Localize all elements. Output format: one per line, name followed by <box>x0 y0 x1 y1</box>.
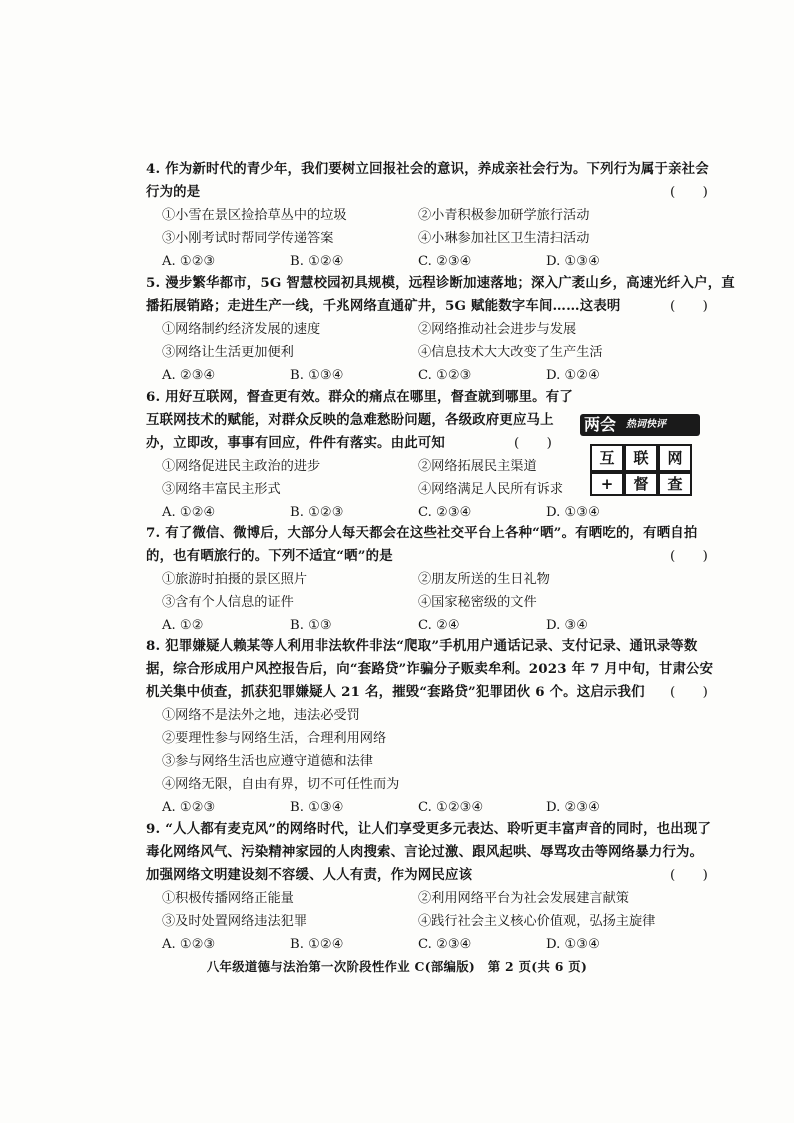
answer-choice-b: B. ①②③ <box>290 505 344 520</box>
answer-choice-b: B. ①③ <box>290 618 332 633</box>
question-stem-line: 互联网技术的赋能，对群众反映的急难愁盼问题，各级政府更应马上 <box>146 412 554 428</box>
badge-char-box: + <box>590 472 624 496</box>
option: ③及时处置网络违法犯罪 <box>162 914 308 929</box>
answer-choice-b: B. ①③④ <box>290 368 344 383</box>
badge-title-main: 两会 <box>584 415 617 434</box>
question-9 <box>146 818 716 956</box>
option: ②朋友所送的生日礼物 <box>418 572 550 587</box>
question-stem-line: 加强网络文明建设刻不容缓、人人有责，作为网民应该 ( ) <box>146 864 716 887</box>
option: ④践行社会主义核心价值观，弘扬主旋律 <box>418 914 656 929</box>
option: ③参与网络生活也应遵守道德和法律 <box>162 754 373 769</box>
question-stem-line: 据，综合形成用户风控报告后，向“套路贷”诈骗分子贩卖牟利。2023 年 7 月中旬，甘肃公安 <box>146 661 714 677</box>
question-5 <box>146 272 735 387</box>
question-stem-line: 4. 作为新时代的青少年，我们要树立回报社会的意识，养成亲社会行为。下列行为属于亲社会 <box>146 161 709 177</box>
badge-char-box: 督 <box>624 472 658 496</box>
badge-title-sub: 热词快评 <box>626 419 666 430</box>
option: ④网络满足人民所有诉求 <box>418 482 564 497</box>
badge-char-box: 网 <box>658 444 692 472</box>
option: ②网络推动社会进步与发展 <box>418 322 577 337</box>
answer-choice-d: D. ①③④ <box>546 254 600 269</box>
answer-choice-a: A. ②③④ <box>162 368 216 383</box>
option: ①小雪在景区捡拾草丛中的垃圾 <box>162 208 347 223</box>
option: ③网络让生活更加便利 <box>162 345 294 360</box>
answer-choice-a: A. ①②③ <box>162 254 216 269</box>
badge-char-box: 联 <box>624 444 658 472</box>
option: ①网络促进民主政治的进步 <box>162 459 321 474</box>
answer-choice-b: B. ①②④ <box>290 254 344 269</box>
question-stem-line: 8. 犯罪嫌疑人赖某等人利用非法软件非法“爬取”手机用户通话记录、支付记录、通讯录等数 <box>146 638 698 654</box>
question-stem-line: 9. “人人都有麦克风”的网络时代，让人们享受更多元表达、聆听更丰富声音的同时，也出现了 <box>146 821 712 837</box>
answer-choice-a: A. ①②④ <box>162 505 216 520</box>
answer-choice-c: C. ②④ <box>418 618 460 633</box>
answer-choice-c: C. ①②③ <box>418 368 472 383</box>
question-stem-line: 6. 用好互联网，督查更有效。群众的痛点在哪里，督查就到哪里。有了 <box>146 389 573 405</box>
question-8 <box>146 635 716 819</box>
answer-choice-d: D. ①②④ <box>546 368 600 383</box>
answer-paren: ( ) <box>669 185 708 200</box>
question-stem-line: 5. 漫步繁华都市，5G 智慧校园初具规模，远程诊断加速落地；深入广袤山乡，高速光纤入户，直 <box>146 275 735 291</box>
option: ③网络丰富民主形式 <box>162 482 281 497</box>
hot-topic-badge <box>580 414 700 492</box>
answer-paren: ( ) <box>513 436 552 451</box>
question-stem-line: 7. 有了微信、微博后，大部分人每天都会在这些社交平台上各种“晒”。有晒吃的，有晒自拍 <box>146 525 698 541</box>
option: ①旅游时拍摄的景区照片 <box>162 572 308 587</box>
option: ①积极传播网络正能量 <box>162 891 294 906</box>
answer-choice-a: A. ①②③ <box>162 937 216 952</box>
option: ④国家秘密级的文件 <box>418 595 537 610</box>
question-stem-line: 播拓展销路；走进生产一线，千兆网络直通矿井，5G 赋能数字车间……这表明 ( ) <box>146 295 716 318</box>
answer-choice-c: C. ②③④ <box>418 937 472 952</box>
answer-choice-b: B. ①③④ <box>290 800 344 815</box>
question-stem-line: 行为的是 ( ) <box>146 181 716 204</box>
answer-paren: ( ) <box>669 685 708 700</box>
option: ②利用网络平台为社会发展建言献策 <box>418 891 629 906</box>
answer-choice-c: C. ②③④ <box>418 254 472 269</box>
answer-choice-c: C. ②③④ <box>418 505 472 520</box>
answer-choice-a: A. ①②③ <box>162 800 216 815</box>
option: ③含有个人信息的证件 <box>162 595 294 610</box>
option: ④信息技术大大改变了生产生活 <box>418 345 603 360</box>
answer-choice-c: C. ①②③④ <box>418 800 484 815</box>
option: ④网络无限，自由有界，切不可任性而为 <box>162 777 400 792</box>
option: ④小琳参加社区卫生清扫活动 <box>418 231 590 246</box>
badge-char-box: 互 <box>590 444 624 472</box>
answer-paren: ( ) <box>669 868 708 883</box>
answer-paren: ( ) <box>669 299 708 314</box>
answer-paren: ( ) <box>669 549 708 564</box>
badge-char-box: 查 <box>658 472 692 496</box>
badge-title <box>580 414 700 436</box>
option: ①网络不是法外之地，违法必受罚 <box>162 708 360 723</box>
page-footer: 八年级道德与法治第一次阶段性作业 C(部编版) 第 2 页(共 6 页) <box>206 959 588 974</box>
question-4 <box>146 158 716 273</box>
question-stem-line: 办，立即改，事事有回应，件件有落实。由此可知 ( ) <box>146 432 716 455</box>
question-stem-line: 机关集中侦查，抓获犯罪嫌疑人 21 名，摧毁“套路贷”犯罪团伙 6 个。这启示我们 ( ) <box>146 681 716 704</box>
answer-choice-d: D. ③④ <box>546 618 589 633</box>
question-stem-line: 毒化网络风气、污染精神家园的人肉搜索、言论过激、跟风起哄、辱骂攻击等网络暴力行为。 <box>146 844 704 860</box>
option: ②小青积极参加研学旅行活动 <box>418 208 590 223</box>
option: ②要理性参与网络生活，合理利用网络 <box>162 731 387 746</box>
answer-choice-b: B. ①②④ <box>290 937 344 952</box>
question-stem-line: 的，也有晒旅行的。下列不适宜“晒”的是 ( ) <box>146 545 716 568</box>
answer-choice-d: D. ②③④ <box>546 800 600 815</box>
option: ②网络拓展民主渠道 <box>418 459 537 474</box>
option: ③小刚考试时帮同学传递答案 <box>162 231 334 246</box>
question-7 <box>146 522 716 637</box>
answer-choice-a: A. ①② <box>162 618 204 633</box>
option: ①网络制约经济发展的速度 <box>162 322 321 337</box>
answer-choice-d: D. ①③④ <box>546 937 600 952</box>
answer-choice-d: D. ①③④ <box>546 505 600 520</box>
